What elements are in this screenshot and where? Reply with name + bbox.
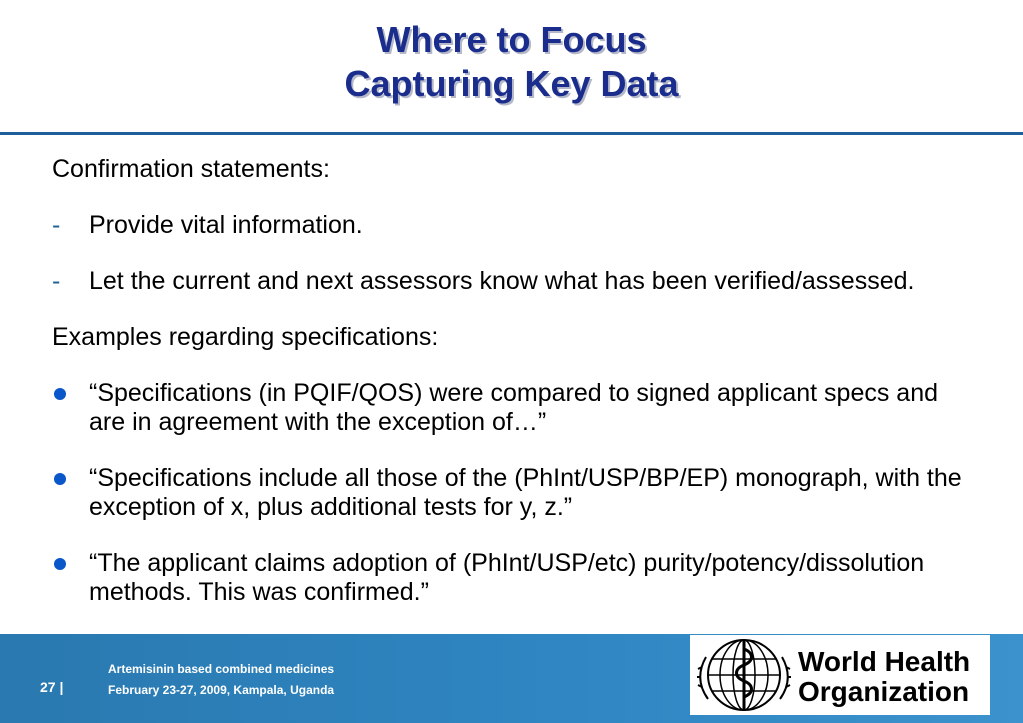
bullet-item: [52, 464, 972, 522]
dash-item-text: Let the current and next assessors know what has been verified/assessed.: [89, 267, 915, 295]
dash-marker: -: [52, 267, 61, 295]
slide-content: [52, 155, 972, 607]
who-logo-text: [798, 647, 970, 707]
footer-event-date: February 23-27, 2009, Kampala, Uganda: [108, 683, 335, 697]
bullet-item-text: “Specifications include all those of the (PhInt/USP/BP/EP) monograph, with the exception of x, plus additional tests for y, z.”: [89, 464, 962, 521]
bullet-item-text: “The applicant claims adoption of (PhInt/USP/etc) purity/potency/dissolution methods. This was confirmed.”: [89, 549, 925, 606]
bullet-dot-icon: [54, 473, 66, 485]
title-line-1: Where to Focus: [376, 19, 647, 60]
bullet-dot-icon: [54, 388, 66, 400]
footer-event-title: Artemisinin based combined medicines: [108, 662, 335, 676]
logo-line-1: World Health: [798, 646, 971, 677]
dash-marker: -: [52, 211, 61, 239]
bullet-item-text: “Specifications (in PQIF/QOS) were compared to signed applicant specs and are in agreement with the exception of…”: [89, 379, 939, 436]
dash-item: [52, 267, 972, 296]
bullet-dot-icon: [54, 558, 66, 570]
bullet-item: [52, 379, 972, 437]
who-emblem-icon: [696, 637, 792, 713]
who-logo: [690, 635, 990, 715]
dash-item-text: Provide vital information.: [89, 211, 363, 239]
logo-line-2: Organization: [798, 676, 970, 707]
page-number: 27 |: [40, 679, 64, 695]
slide-title: [0, 18, 1023, 106]
dash-item: [52, 211, 972, 240]
title-divider: [0, 132, 1023, 135]
title-line-2: Capturing Key Data: [344, 63, 679, 104]
section-heading-examples: Examples regarding specifications:: [52, 323, 439, 351]
section-heading-confirmation: Confirmation statements:: [52, 155, 330, 183]
bullet-item: [52, 549, 972, 607]
